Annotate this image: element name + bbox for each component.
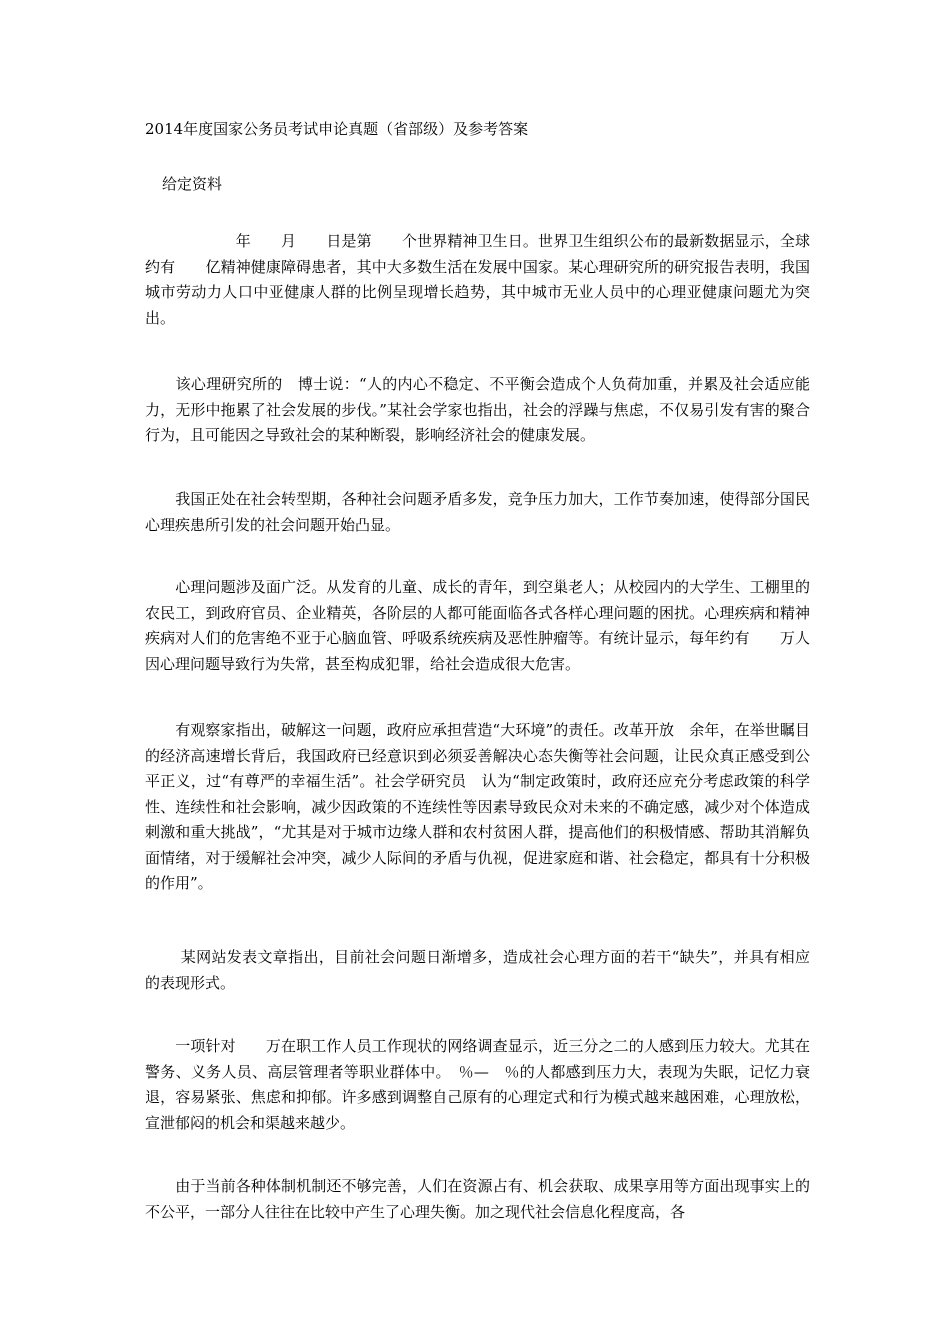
paragraph-8: 由于当前各种体制机制还不够完善，人们在资源占有、机会获取、成果享用等方面出现事实上的不公平，一部分人往往在比较中产生了心理失衡。加之现代社会信息化程度高，各 [145,1177,810,1221]
paragraph-4: 心理问题涉及面广泛。从发育的儿童、成长的青年，到空巢老人；从校园内的大学生、工棚里的农民工，到政府官员、企业精英，各阶层的人都可能面临各式各样心理问题的困扰。心理疾病和精神疾病对人们的危害绝不亚于心脑血管、呼吸系统疾病及恶性肿瘤等。有统计显示，每年约有 万人因心理问题导致行为失常，甚至构成犯罪，给社会造成很大危害。 [145,578,810,673]
paragraph-7: 一项针对 万在职工作人员工作现状的网络调查显示，近三分之二的人感到压力较大。尤其在警务、义务人员、高层管理者等职业群体中。 ％— ％的人都感到压力大，表现为失眠，记忆力衰退，容易紧张、焦虑和抑郁。许多感到调整自己原有的心理定式和行为模式越来越困难，心理放松，宣泄郁闷的机会和渠越来越少。 [145,1037,810,1132]
paragraph-5: 有观察家指出，破解这一问题，政府应承担营造“大环境”的责任。改革开放 余年，在举世瞩目的经济高速增长背后，我国政府已经意识到必须妥善解决心态失衡等社会问题，让民众真正感受到公平正义，过“有尊严的幸福生活”。社会学研究员 认为“制定政策时，政府还应充分考虑政策的科学性、连续性和社会影响，减少因政策的不连续性等因素导致民众对未来的不确定感，减少对个体造成刺激和重大挑战”，“尤其是对于城市边缘人群和农村贫困人群，提高他们的积极情感、帮助其消解负面情绪，对于缓解社会冲突，减少人际间的矛盾与仇视，促进家庭和谐、社会稳定，都具有十分积极的作用”。 [145,721,810,892]
paragraph-1: 年 月 日是第 个世界精神卫生日。世界卫生组织公布的最新数据显示，全球约有 亿精神健康障碍患者，其中大多数生活在发展中国家。某心理研究所的研究报告表明，我国城市劳动力人口中亚健康人群的比例呈现增长趋势，其中城市无业人员中的心理亚健康问题尤为突出。 [145,232,810,327]
section-label: 给定资料 [162,175,223,193]
paragraph-3: 我国正处在社会转型期，各种社会问题矛盾多发，竞争压力加大，工作节奏加速，使得部分国民心理疾患所引发的社会问题开始凸显。 [145,490,810,534]
paragraph-2: 该心理研究所的 博士说：“人的内心不稳定、不平衡会造成个人负荷加重，并累及社会适应能力，无形中拖累了社会发展的步伐。”某社会学家也指出，社会的浮躁与焦虑，不仅易引发有害的聚合行为，且可能因之导致社会的某种断裂，影响经济社会的健康发展。 [145,375,810,444]
paragraph-6: 某网站发表文章指出，目前社会问题日渐增多，造成社会心理方面的若干“缺失”，并具有相应的表现形式。 [145,948,810,992]
document-title: 2014年度国家公务员考试申论真题（省部级）及参考答案 [145,120,529,138]
